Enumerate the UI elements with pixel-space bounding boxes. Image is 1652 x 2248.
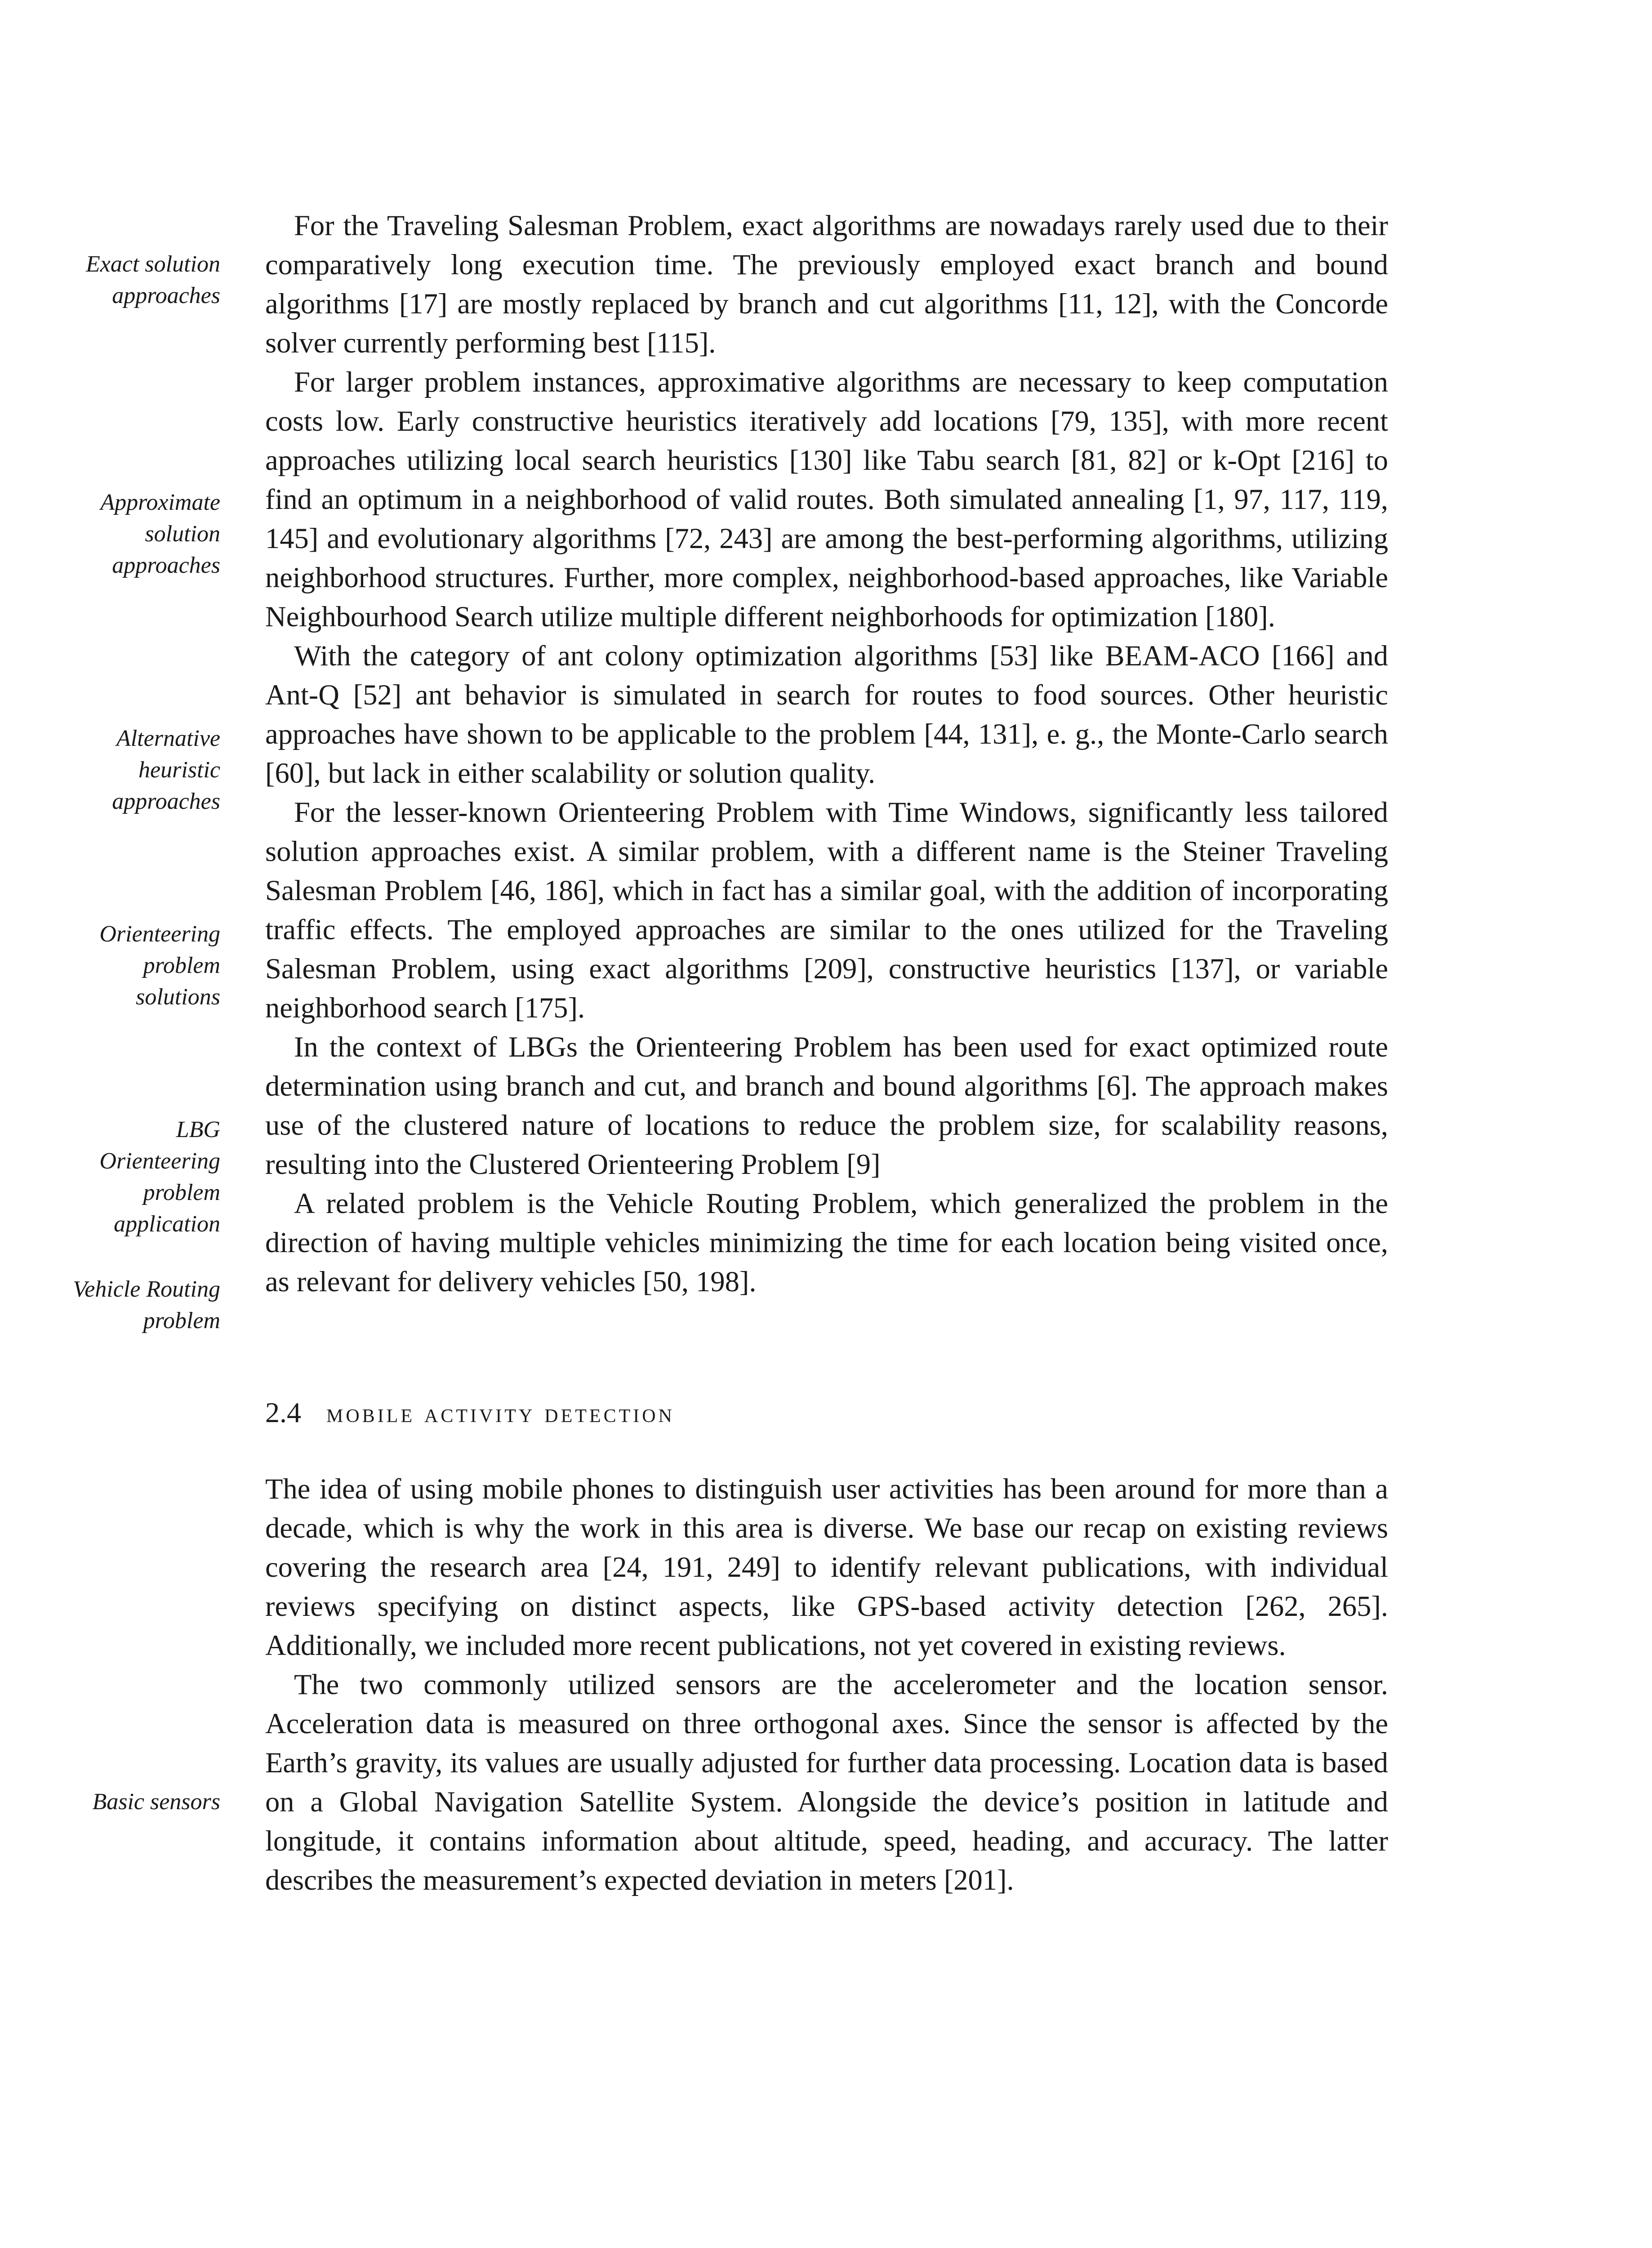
paragraph-orienteering-time-windows: For the lesser-known Orienteering Problem with Time Windows, significantly less tailored solution approaches exist. A similar problem, with a different name is the Steiner Traveling Salesman Problem [46, 186], which in fact has a similar goal, with the addition of incorporating traffic effects. The employed approaches are similar to the ones utilized for the Traveling Salesman Problem, using exact algorithms [209], constructive heuristics [137], or variable neighborhood search [175].: [265, 796, 1388, 1024]
margin-note-orienteering-solutions: Orienteering problem solutions: [99, 921, 220, 1010]
paragraph-approximative-algorithms: For larger problem instances, approximative algorithms are necessary to keep computation costs low. Early constructive heuristics iteratively add locations [79, 135], with more recent approaches utilizing local search heuristics [130] like Tabu search [81, 82] or k-Opt [216] to find an optimum in a neighborhood of valid routes. Both simulated annealing [1, 97, 117, 119, 145] and evolutionary algorithms [72, 243] are among the best-performing algorithms, utilizing neighborhood structures. Further, more complex, neighborhood-based approaches, like Variable Neighbourhood Search utilize multiple different neighborhoods for optimization [180].: [265, 366, 1388, 633]
section-heading: [265, 1393, 675, 1433]
margin-note-lbg-orienteering: LBG Orienteering problem application: [99, 1117, 220, 1237]
paragraph-basic-sensors: The two commonly utilized sensors are the accelerometer and the location sensor. Acceleration data is measured on three orthogonal axes. Since the sensor is affected by the Earth’s gravity, its values are usually adjusted for further data processing. Location data is based on a Global Navigation Satellite System. Alongside the device’s position in latitude and longitude, it contains information about altitude, speed, heading, and accuracy. The latter describes the measurement’s expected deviation in meters [201].: [265, 1668, 1388, 1896]
paragraph-vehicle-routing: A related problem is the Vehicle Routing Problem, which generalized the problem in the direction of having multiple vehicles minimizing the time for each location being visited once, as relevant for delivery vehicles [50, 198].: [265, 1187, 1388, 1298]
paragraph-ant-colony: With the category of ant colony optimization algorithms [53] like BEAM-ACO [166] and Ant-Q [52] ant behavior is simulated in search for routes to food sources. Other heuristic approaches have shown to be applicable to the problem [44, 131], e. g., the Monte-Carlo search [60], but lack in either scalability or solution quality.: [265, 640, 1388, 789]
paragraph-mobile-activity-intro: The idea of using mobile phones to distinguish user activities has been around for more than a decade, which is why the work in this area is diverse. We base our recap on existing reviews covering the research area [24, 191, 249] to identify relevant publications, with individual reviews specifying on distinct aspects, like GPS-based activity detection [262, 265]. Additionally, we included more recent publications, not yet covered in existing reviews.: [265, 1473, 1388, 1661]
section-title: mobile activity detection: [326, 1398, 675, 1428]
body-text-top: [265, 206, 1388, 1301]
margin-note-basic-sensors: Basic sensors: [92, 1789, 220, 1815]
paragraph-lbg-context: In the context of LBGs the Orienteering Problem has been used for exact optimized route determination using branch and cut, and branch and bound algorithms [6]. The approach makes use of the clustered nature of locations to reduce the problem size, for scalability reasons, resulting into the Clustered Orienteering Problem [9]: [265, 1031, 1388, 1180]
paragraph-exact-algorithms: For the Traveling Salesman Problem, exact algorithms are nowadays rarely used due to their comparatively long execution time. The previously employed exact branch and bound algorithms [17] are mostly replaced by branch and cut algorithms [11, 12], with the Concorde solver currently performing best [115].: [265, 210, 1388, 359]
margin-note-alternative-heuristic: Alternative heuristic approaches: [112, 726, 220, 814]
margin-note-vehicle-routing: Vehicle Routing problem: [73, 1276, 220, 1334]
body-text-bottom: [265, 1469, 1388, 1900]
margin-note-approximate-solution: Approximate solution approaches: [100, 490, 220, 578]
section-number: 2.4: [265, 1396, 301, 1428]
margin-note-exact-solution: Exact solution approaches: [86, 251, 220, 308]
